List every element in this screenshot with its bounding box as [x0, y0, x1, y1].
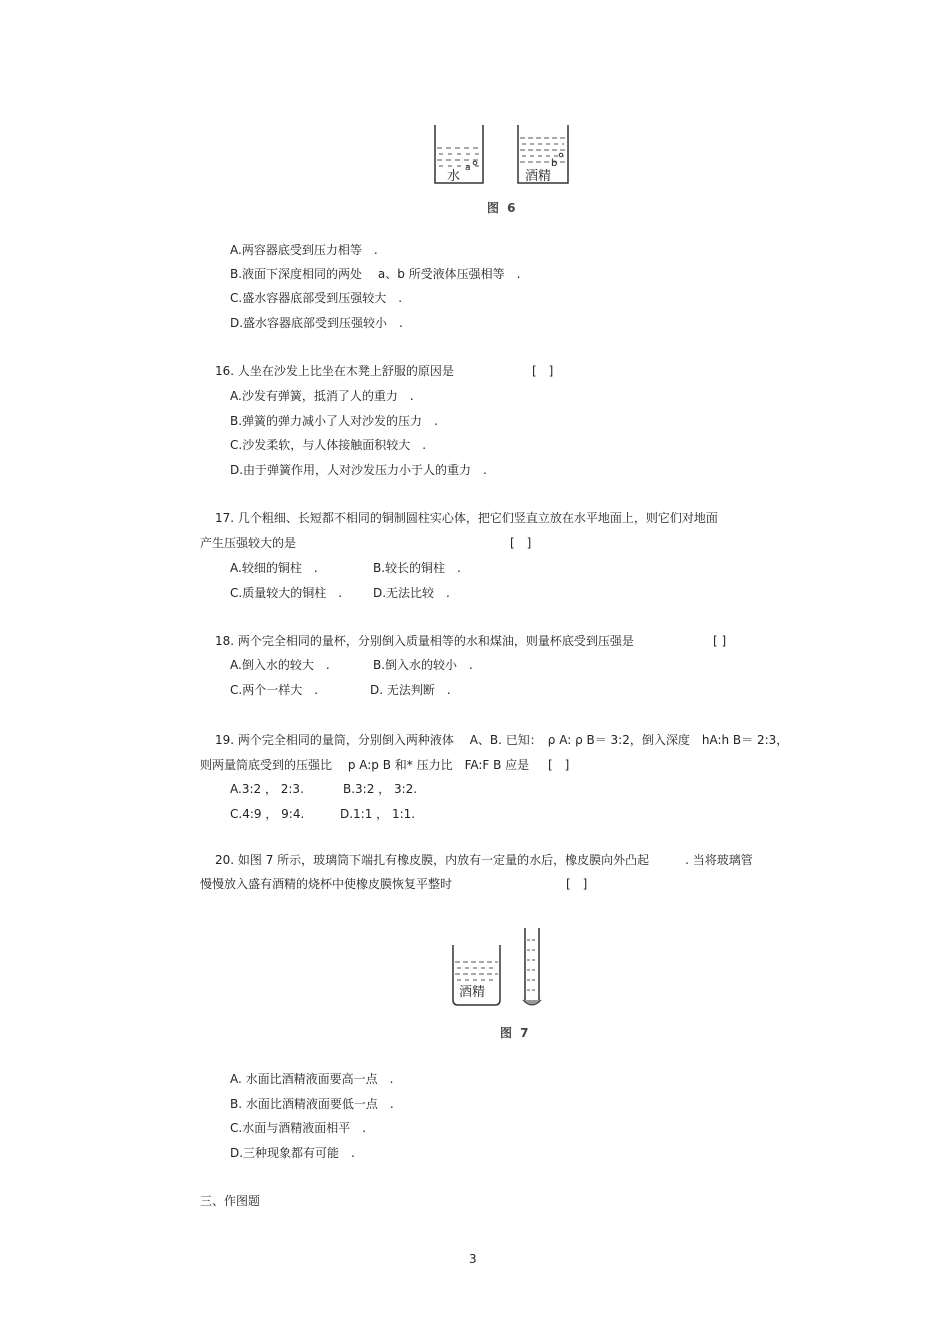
figure-7-diagram: [445, 920, 555, 1010]
q16-option-a: A.沙发有弹簧，抵消了人的重力 .: [230, 389, 414, 403]
q16-option-c: C.沙发柔软，与人体接触面积较大 .: [230, 438, 427, 452]
q20-answer-bracket[interactable]: [ ]: [566, 877, 588, 891]
glass-tube: [523, 928, 541, 1005]
q19-answer-bracket[interactable]: [ ]: [548, 758, 570, 772]
q19-stem-line2: 则两量筒底受到的压强比 p A:p B 和* 压力比 FA:F B 应是: [200, 758, 530, 772]
q18-option-b: B.倒入水的较小 .: [373, 658, 473, 672]
q15-option-c: C.盛水容器底部受到压强较大 .: [230, 291, 403, 305]
q18-answer-bracket[interactable]: [ ]: [713, 634, 727, 648]
q19-option-d: D.1:1 ， 1:1.: [340, 807, 416, 821]
q16-stem: 16. 人坐在沙发上比坐在木凳上舒服的原因是: [215, 364, 454, 378]
q17-answer-bracket[interactable]: [ ]: [510, 536, 532, 550]
q15-option-b: B.液面下深度相同的两处 a、b 所受液体压强相等 .: [230, 267, 521, 281]
q20-option-d: D.三种现象都有可能 .: [230, 1146, 355, 1160]
q20-stem-line2: 慢慢放入盛有酒精的烧杯中使橡皮膜恢复平整时: [200, 877, 453, 891]
page-number: 3: [469, 1252, 477, 1266]
q17-option-a: A.较细的铜柱 .: [230, 561, 318, 575]
q15-option-d: D.盛水容器底部受到压强较小 .: [230, 316, 403, 330]
figure-7-caption: 图 7: [500, 1026, 531, 1040]
q16-option-d: D.由于弹簧作用，人对沙发压力小于人的重力 .: [230, 463, 487, 477]
q17-option-c: C.质量较大的铜柱 .: [230, 586, 343, 600]
section-3-title: 三、作图题: [200, 1194, 261, 1208]
q15-option-a: A.两容器底受到压力相等 .: [230, 243, 378, 257]
q18-stem: 18. 两个完全相同的量杯，分别倒入质量相等的水和煤油，则量杯底受到压强是: [215, 634, 634, 648]
q19-option-a: A.3:2 ， 2:3.: [230, 782, 304, 796]
q20-stem-line1: 20. 如图 7 所示，玻璃筒下端扎有橡皮膜，内放有一定量的水后，橡皮膜向外凸起 . 当将玻璃管: [215, 853, 753, 867]
q20-option-b: B. 水面比酒精液面要低一点 .: [230, 1097, 394, 1111]
q19-option-b: B.3:2 ， 3:2.: [343, 782, 418, 796]
q17-option-d: D.无法比较 .: [373, 586, 450, 600]
fig7-alcohol-label: 酒精: [459, 985, 486, 1000]
q20-option-a: A. 水面比酒精液面要高一点 .: [230, 1072, 394, 1086]
q16-answer-bracket[interactable]: [ ]: [532, 364, 554, 378]
alcohol-label: 酒精: [525, 169, 552, 184]
q18-option-a: A.倒入水的较大 .: [230, 658, 330, 672]
point-b-label: b: [551, 158, 558, 169]
point-a-label: a: [465, 163, 471, 173]
figure-6-diagram: [425, 120, 585, 190]
q20-option-c: C.水面与酒精液面相平 .: [230, 1121, 367, 1135]
q17-option-b: B.较长的铜柱 .: [373, 561, 461, 575]
q17-stem-line2: 产生压强较大的是: [200, 536, 297, 550]
water-label: 水: [447, 169, 461, 184]
figure-6-caption: 图 6: [487, 201, 518, 215]
q18-option-c: C.两个一样大 .: [230, 683, 319, 697]
q19-stem-line1: 19. 两个完全相同的量筒，分别倒入两种液体 A、B. 已知： ρ A: ρ B＝ 3:2，倒入深度 hA:h B＝ 2:3，: [215, 733, 789, 747]
q19-option-c: C.4:9 ， 9:4.: [230, 807, 305, 821]
q16-option-b: B.弹簧的弹力减小了人对沙发的压力 .: [230, 414, 438, 428]
q18-option-d: D. 无法判断 .: [370, 683, 451, 697]
q17-stem-line1: 17. 几个粗细、长短都不相同的铜制圆柱实心体，把它们竖直立放在水平地面上，则它们对地面: [215, 511, 718, 525]
